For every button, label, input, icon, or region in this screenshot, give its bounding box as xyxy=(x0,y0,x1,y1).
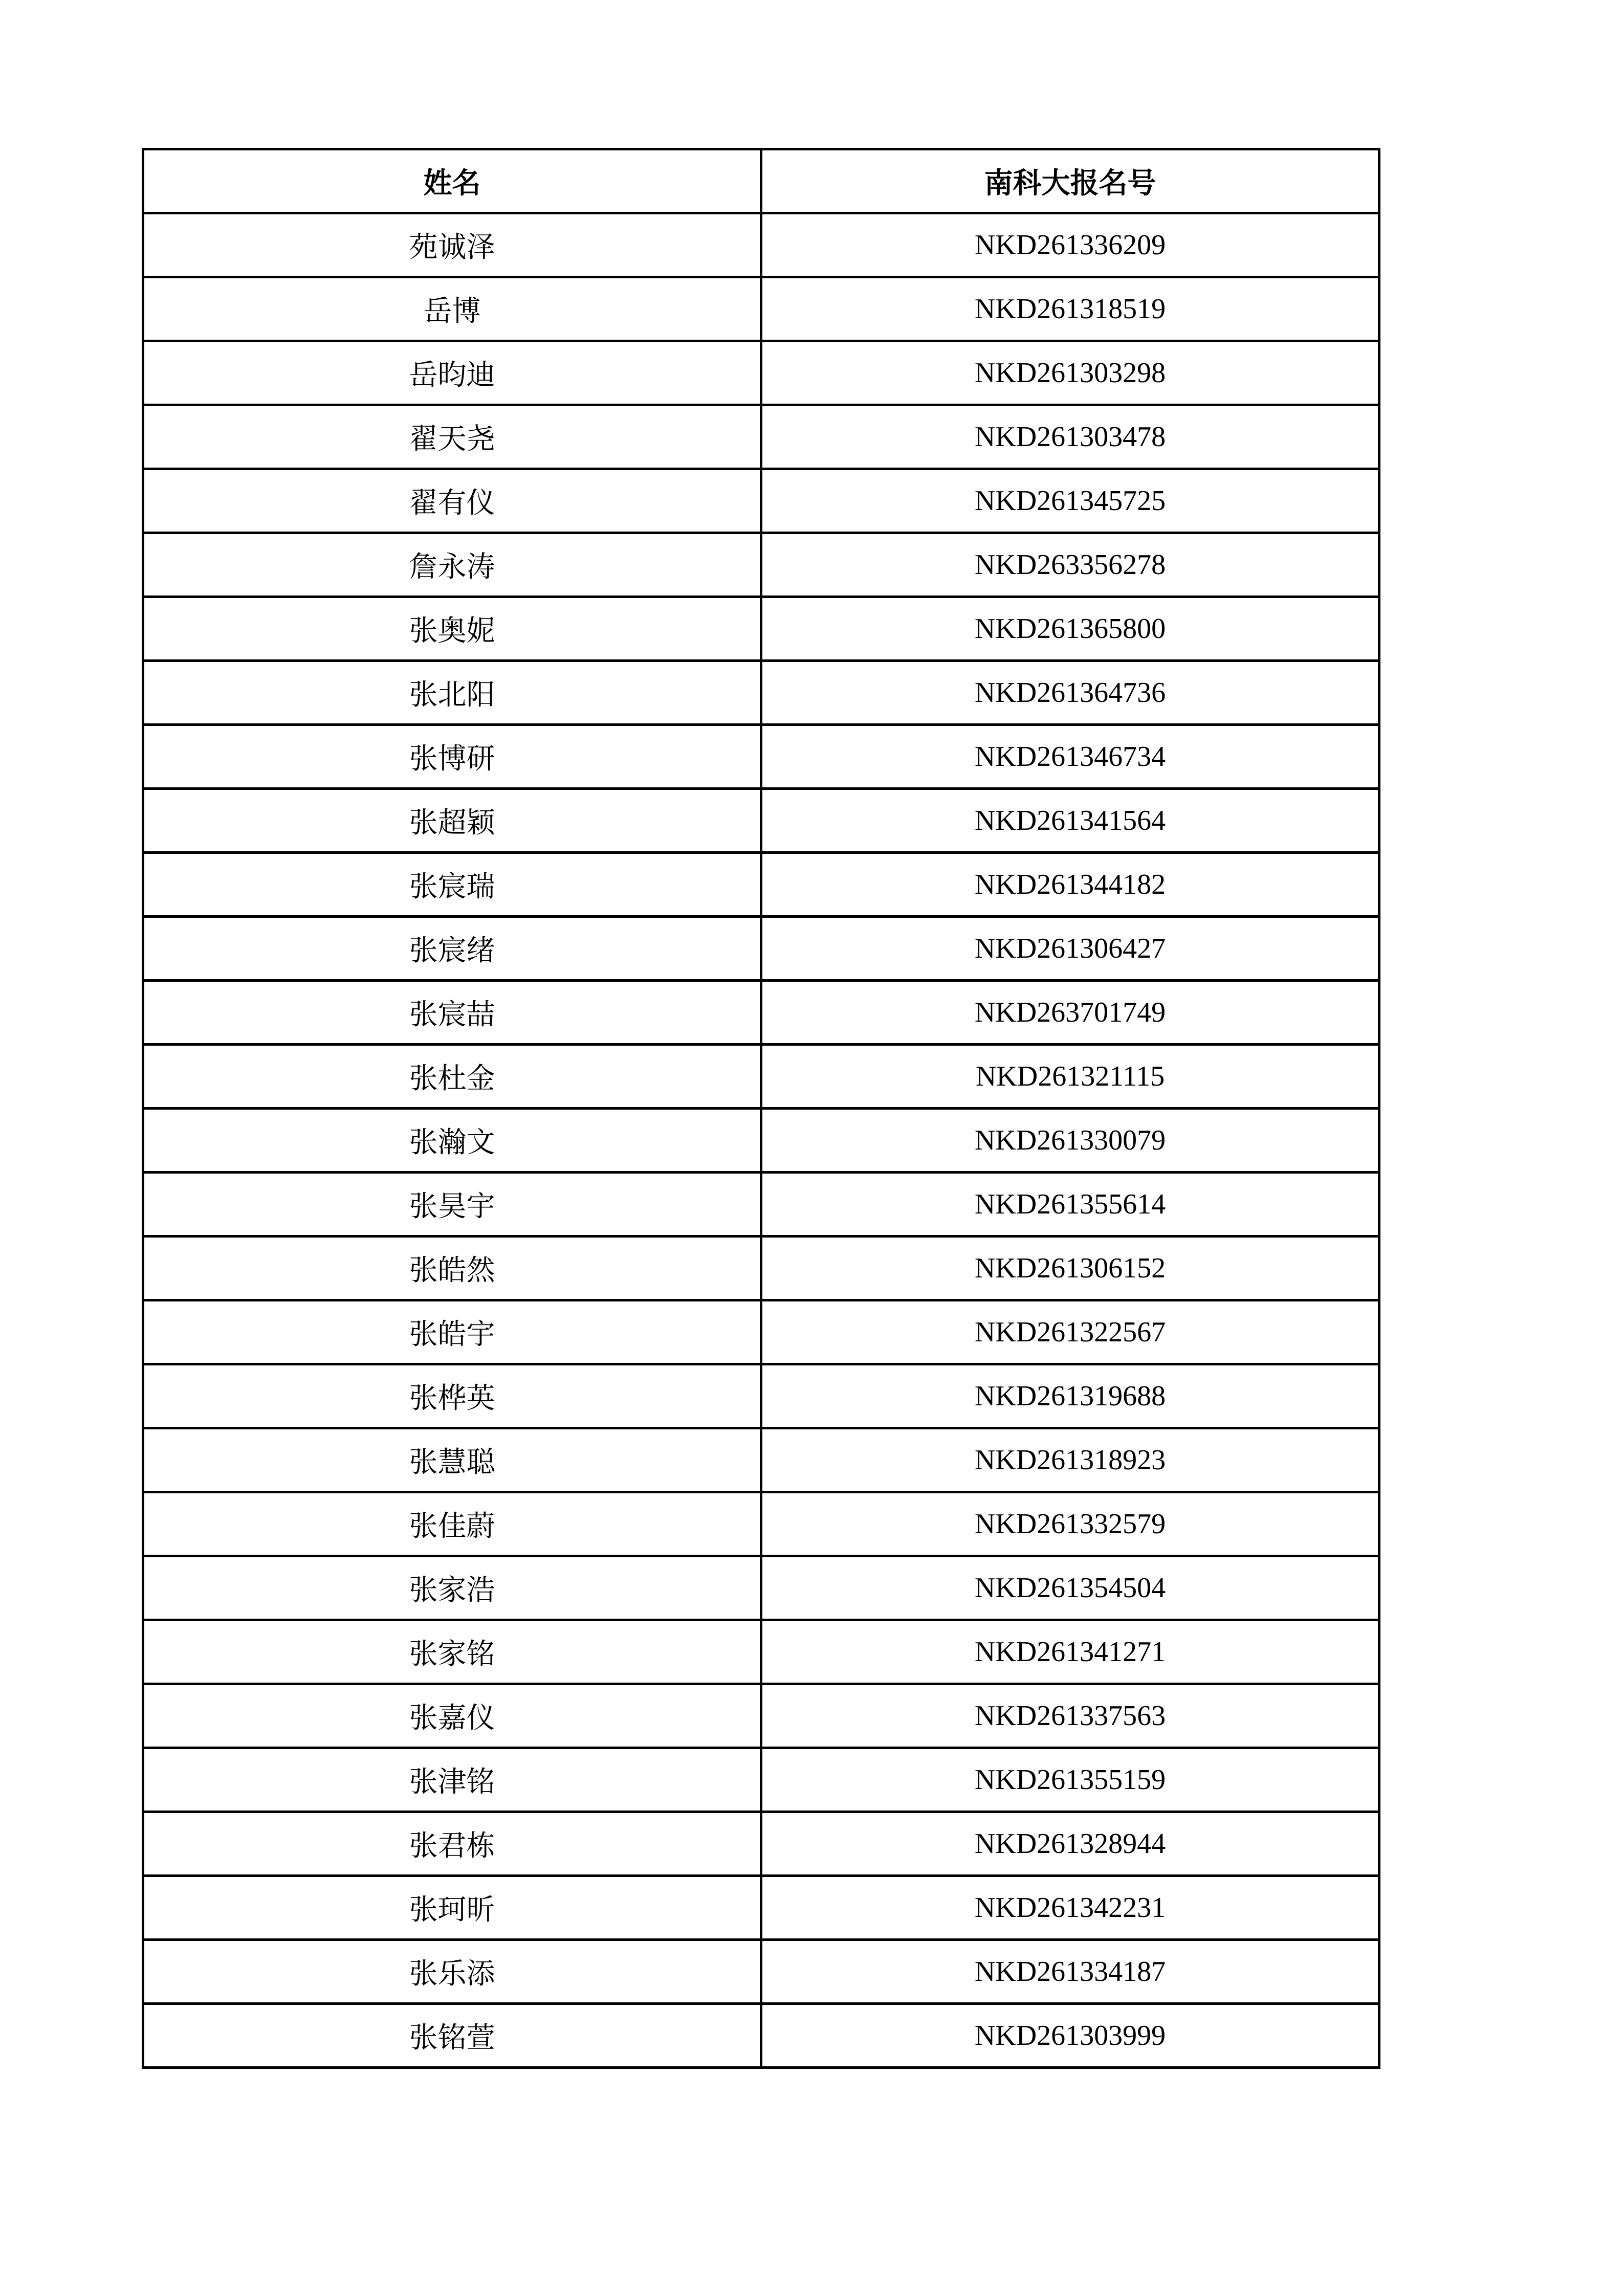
table-row xyxy=(143,341,1379,405)
registration-number-cell: NKD261334187 xyxy=(761,1940,1379,2004)
registration-number-cell: NKD261318519 xyxy=(761,277,1379,341)
registration-number-cell: NKD261355159 xyxy=(761,1748,1379,1812)
student-name-cell: 岳博 xyxy=(143,277,761,341)
table-row xyxy=(143,1620,1379,1684)
registration-number-cell: NKD261354504 xyxy=(761,1556,1379,1620)
student-name-cell: 张皓然 xyxy=(143,1237,761,1300)
student-name-cell: 张昊宇 xyxy=(143,1173,761,1237)
table-row xyxy=(143,1109,1379,1173)
table-row xyxy=(143,789,1379,853)
student-name-cell: 张宸瑞 xyxy=(143,853,761,917)
table-row xyxy=(143,1812,1379,1876)
registration-number-cell: NKD261342231 xyxy=(761,1876,1379,1940)
student-name-cell: 张桦英 xyxy=(143,1364,761,1428)
table-row xyxy=(143,1428,1379,1492)
table-row xyxy=(143,2004,1379,2068)
registration-number-cell: NKD261344182 xyxy=(761,853,1379,917)
table-row xyxy=(143,661,1379,725)
table-row xyxy=(143,277,1379,341)
student-name-cell: 张家铭 xyxy=(143,1620,761,1684)
registration-number-cell: NKD261337563 xyxy=(761,1684,1379,1748)
table-row xyxy=(143,917,1379,981)
table-row xyxy=(143,1237,1379,1300)
table-row xyxy=(143,1173,1379,1237)
registration-number-cell: NKD261319688 xyxy=(761,1364,1379,1428)
student-name-cell: 张家浩 xyxy=(143,1556,761,1620)
header-registration-number: 南科大报名号 xyxy=(761,149,1379,213)
registration-number-cell: NKD261306152 xyxy=(761,1237,1379,1300)
table-row xyxy=(143,1492,1379,1556)
table-row xyxy=(143,981,1379,1045)
student-name-cell: 张嘉仪 xyxy=(143,1684,761,1748)
registration-number-cell: NKD261330079 xyxy=(761,1109,1379,1173)
header-name: 姓名 xyxy=(143,149,761,213)
registration-number-cell: NKD261336209 xyxy=(761,213,1379,277)
registration-number-cell: NKD261346734 xyxy=(761,725,1379,789)
student-name-cell: 张北阳 xyxy=(143,661,761,725)
table-row xyxy=(143,405,1379,469)
student-name-cell: 张慧聪 xyxy=(143,1428,761,1492)
table-row xyxy=(143,1300,1379,1364)
registration-number-cell: NKD261345725 xyxy=(761,469,1379,533)
registration-number-cell: NKD261341564 xyxy=(761,789,1379,853)
registration-number-cell: NKD261303478 xyxy=(761,405,1379,469)
table-row xyxy=(143,1940,1379,2004)
student-name-cell: 张杜金 xyxy=(143,1045,761,1109)
table-row xyxy=(143,1364,1379,1428)
registration-number-cell: NKD261355614 xyxy=(761,1173,1379,1237)
table-row xyxy=(143,853,1379,917)
table-row xyxy=(143,1876,1379,1940)
registration-number-cell: NKD261328944 xyxy=(761,1812,1379,1876)
registration-number-cell: NKD263701749 xyxy=(761,981,1379,1045)
registration-number-cell: NKD261365800 xyxy=(761,597,1379,661)
table-row xyxy=(143,1748,1379,1812)
table-row xyxy=(143,597,1379,661)
student-name-cell: 张奥妮 xyxy=(143,597,761,661)
registration-number-cell: NKD261318923 xyxy=(761,1428,1379,1492)
table-row xyxy=(143,213,1379,277)
student-name-cell: 苑诚泽 xyxy=(143,213,761,277)
student-name-cell: 张君栋 xyxy=(143,1812,761,1876)
student-name-cell: 张皓宇 xyxy=(143,1300,761,1364)
registration-number-cell: NKD261322567 xyxy=(761,1300,1379,1364)
student-name-cell: 张瀚文 xyxy=(143,1109,761,1173)
registration-number-cell: NKD261364736 xyxy=(761,661,1379,725)
table-row xyxy=(143,725,1379,789)
student-name-cell: 岳昀迪 xyxy=(143,341,761,405)
registration-number-cell: NKD261303999 xyxy=(761,2004,1379,2068)
student-name-cell: 张珂昕 xyxy=(143,1876,761,1940)
registration-number-cell: NKD261341271 xyxy=(761,1620,1379,1684)
table-row xyxy=(143,533,1379,597)
student-name-cell: 詹永涛 xyxy=(143,533,761,597)
table-row xyxy=(143,1556,1379,1620)
registration-number-cell: NKD263356278 xyxy=(761,533,1379,597)
student-name-cell: 张超颖 xyxy=(143,789,761,853)
student-name-cell: 张津铭 xyxy=(143,1748,761,1812)
student-name-cell: 张佳蔚 xyxy=(143,1492,761,1556)
student-name-cell: 张博研 xyxy=(143,725,761,789)
registration-table xyxy=(142,148,1380,2069)
table-row xyxy=(143,1045,1379,1109)
registration-number-cell: NKD261321115 xyxy=(761,1045,1379,1109)
student-name-cell: 张铭萱 xyxy=(143,2004,761,2068)
student-name-cell: 张宸绪 xyxy=(143,917,761,981)
header-row xyxy=(143,149,1379,213)
student-name-cell: 张乐添 xyxy=(143,1940,761,2004)
table-row xyxy=(143,1684,1379,1748)
student-name-cell: 翟天尧 xyxy=(143,405,761,469)
registration-number-cell: NKD261306427 xyxy=(761,917,1379,981)
student-name-cell: 张宸喆 xyxy=(143,981,761,1045)
table-row xyxy=(143,469,1379,533)
registration-number-cell: NKD261303298 xyxy=(761,341,1379,405)
student-name-cell: 翟有仪 xyxy=(143,469,761,533)
registration-number-cell: NKD261332579 xyxy=(761,1492,1379,1556)
